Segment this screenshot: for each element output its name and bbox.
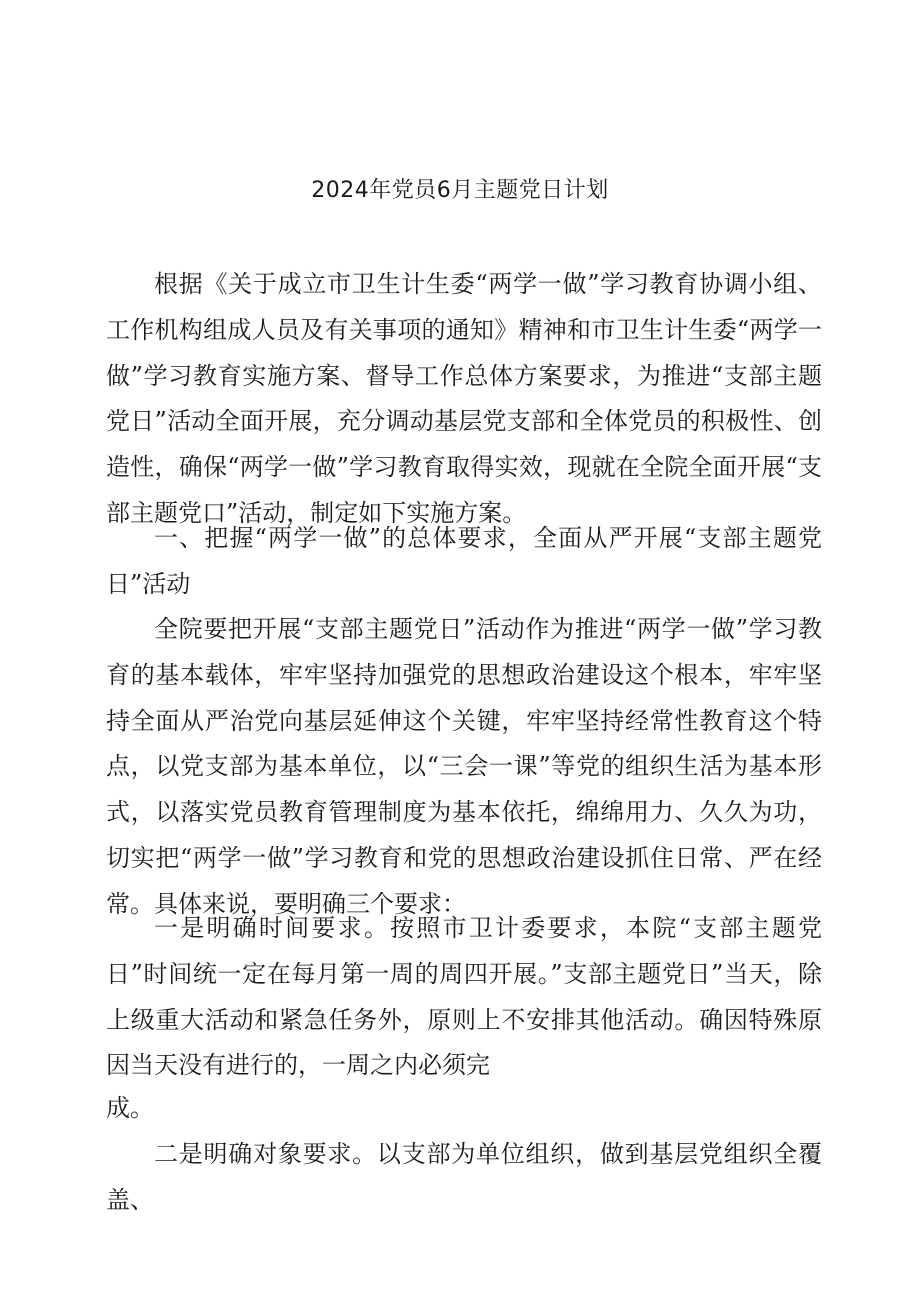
section-heading-1: 一、把握“两学一做”的总体要求，全面从严开展“支部主题党日”活动 <box>106 524 822 598</box>
paragraph-continuation: 成。 <box>106 1094 154 1122</box>
paragraph-section-1: 全院要把开展“支部主题党日”活动作为推进“两学一做”学习教育的基本载体，牢牢坚持加强党的思想政治建设这个根本，牢牢坚持全面从严治党向基层延伸这个关键，牢牢坚持经常性教育这个特点，以党支部为基本单位，以“三会一课”等党的组织生活为基本形式，以落实党员教育管理制度为基本依托，绵绵用力、久久为功，切实把“两学一做”学习教育和党的思想政治建设抓住日常、严在经常。具体来说，要明确三个要求： <box>106 615 822 918</box>
paragraph-intro: 根据《关于成立市卫生计生委“两学一做”学习教育协调小组、工作机构组成人员及有关事项的通知》精神和市卫生计生委“两学一做”学习教育实施方案、督导工作总体方案要求，为推进“支部主题党日”活动全面开展，充分调动基层党支部和全体党员的积极性、创造性，确保“两学一做”学习教育取得实效，现就在全院全面开展“支部主题党口”活动，制定如下实施方案。 <box>106 270 822 527</box>
paragraph-target-requirement: 二是明确对象要求。以支部为单位组织，做到基层党组织全覆盖、 <box>106 1140 822 1214</box>
paragraph-time-requirement: 一是明确时间要求。按照市卫计委要求，本院“支部主题党日”时间统一定在每月第一周的周四开展。”支部主题党日”当天，除上级重大活动和紧急任务外，原则上不安排其他活动。确因特殊原因当天没有进行的，一周之内必须完 <box>106 914 822 1080</box>
document-title: 2024年党员6月主题党日计划 <box>311 178 609 203</box>
